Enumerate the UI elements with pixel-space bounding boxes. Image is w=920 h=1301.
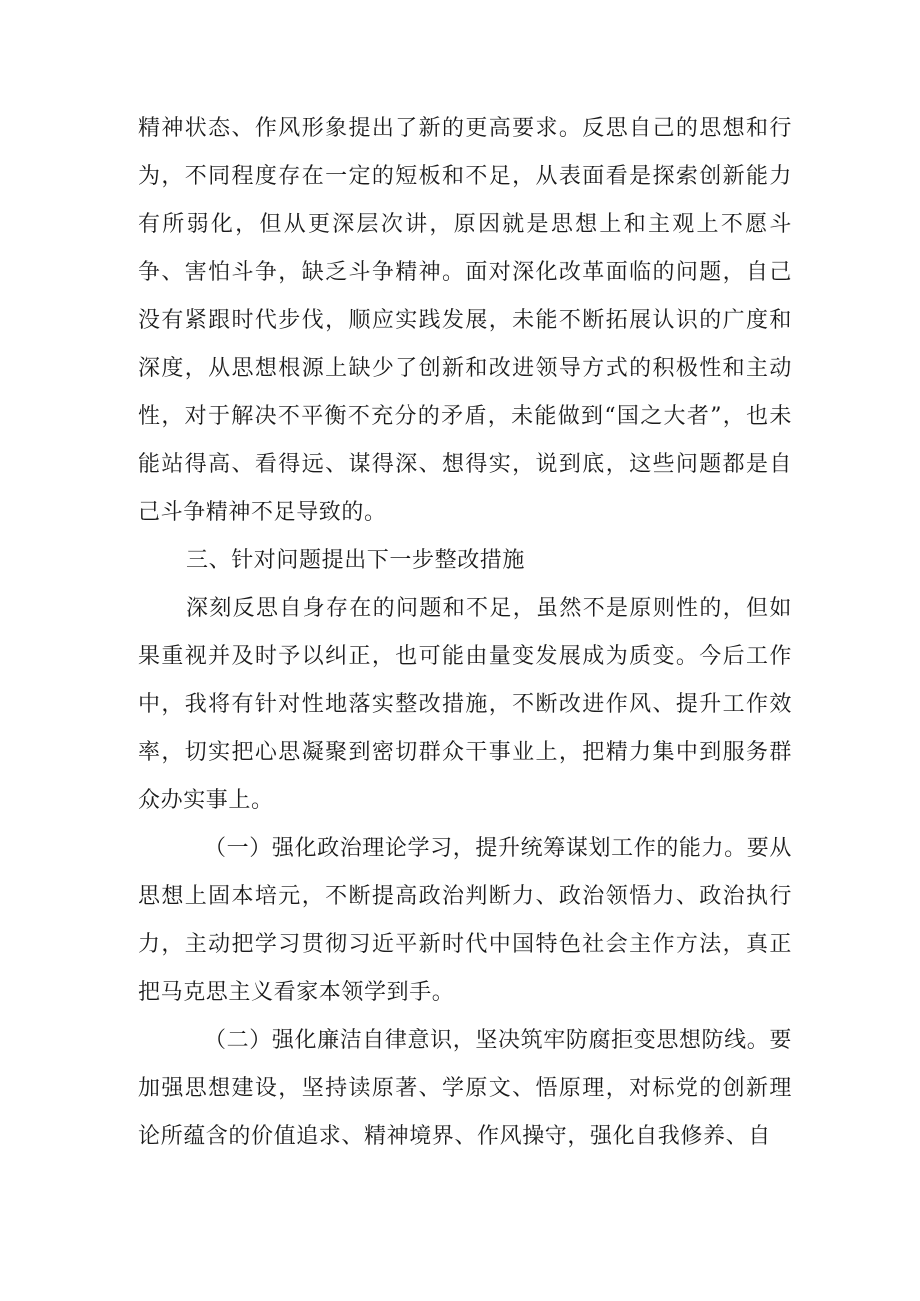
paragraph-rectification-intro: 深刻反思自身存在的问题和不足，虽然不是原则性的，但如果重视并及时予以纠正，也可能由量变发展成为质变。今后工作中，我将有针对性地落实整改措施，不断改进作风、提升工作效率，切实把心思凝聚到密切群众干事业上，把精力集中到服务群众办实事上。 xyxy=(138,596,792,813)
paragraph-item-integrity: （二）强化廉洁自律意识，坚决筑牢防腐拒变思想防线。要加强思想建设，坚持读原著、学原文、悟原理，对标党的创新理论所蕴含的价值追求、精神境界、作风操守，强化自我修养、自 xyxy=(138,1028,792,1149)
paragraph-block-intro xyxy=(138,585,792,825)
document-body xyxy=(138,105,792,537)
paragraph-block-item-2 xyxy=(138,1017,792,1161)
paragraph-block-item-1 xyxy=(138,825,792,1017)
paragraph-item-political-theory: （一）强化政治理论学习，提升统筹谋划工作的能力。要从思想上固本培元，不断提高政治判断力、政治领悟力、政治执行力，主动把学习贯彻习近平新时代中国特色社会主作方法，真正把马克思主义看家本领学到手。 xyxy=(138,836,792,1005)
section-heading-block xyxy=(138,537,792,585)
section-heading-rectification: 三、针对问题提出下一步整改措施 xyxy=(186,548,526,573)
paragraph-reflection: 精神状态、作风形象提出了新的更高要求。反思自己的思想和行为，不同程度存在一定的短板和不足，从表面看是探索创新能力有所弱化，但从更深层次讲，原因就是思想上和主观上不愿斗争、害怕斗争，缺乏斗争精神。面对深化改革面临的问题，自己没有紧跟时代步伐，顺应实践发展，未能不断拓展认识的广度和深度，从思想根源上缺少了创新和改进领导方式的积极性和主动性，对于解决不平衡不充分的矛盾，未能做到“国之大者”，也未能站得高、看得远、谋得深、想得实，说到底，这些问题都是自己斗争精神不足导致的。 xyxy=(138,116,792,525)
